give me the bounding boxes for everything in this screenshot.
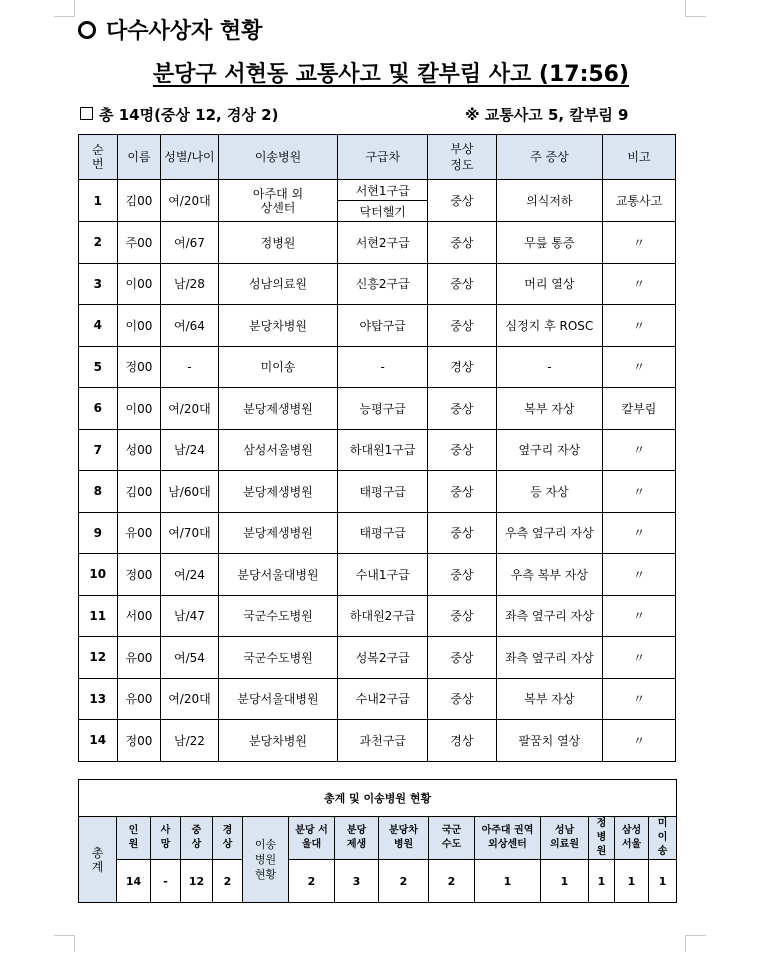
cell-hospital: 분당제생병원: [218, 388, 338, 430]
cell-name: 유00: [117, 678, 161, 720]
cell-symptom: 팔꿈치 열상: [496, 720, 602, 762]
cell-name: 서00: [117, 595, 161, 637]
cell-severity: 중상: [428, 429, 497, 471]
table-row: [79, 263, 676, 305]
cell-no: 3: [79, 263, 118, 305]
cell-symptom: 복부 자상: [496, 678, 602, 720]
cell-symptom: 우측 옆구리 자상: [496, 512, 602, 554]
cell-hospital: 정병원: [218, 222, 338, 264]
table-row: [79, 554, 676, 596]
cell-no: 2: [79, 222, 118, 264]
cell-sex-age: 여/70대: [161, 512, 218, 554]
cell-sex-age: 여/20대: [161, 180, 218, 222]
hospital-header-ajou: 아주대 권역 외상센터: [475, 817, 541, 860]
cell-no: 4: [79, 305, 118, 347]
casualty-table: [78, 134, 676, 762]
cell-severity: 경상: [428, 346, 497, 388]
table-row: [79, 222, 676, 264]
hospital-header-armed-forces: 국군 수도: [429, 817, 475, 860]
totals-side-label: 총계: [79, 817, 117, 903]
hospital-header-samsung: 삼성 서울: [615, 817, 649, 860]
cell-ambulance: 신흥2구급: [338, 263, 428, 305]
cell-sex-age: 여/24: [161, 554, 218, 596]
header-remark: 비고: [603, 135, 676, 180]
cell-hospital: 분당차병원: [218, 305, 338, 347]
cell-severity: 중상: [428, 471, 497, 513]
cell-symptom: 좌측 옆구리 자상: [496, 637, 602, 679]
table-row: [79, 512, 676, 554]
cell-no: 9: [79, 512, 118, 554]
cell-no: 10: [79, 554, 118, 596]
hospital-header-jesaeng: 분당 제생: [335, 817, 379, 860]
cell-hospital: 삼성서울병원: [218, 429, 338, 471]
cell-name: 김00: [117, 471, 161, 513]
cell-severity: 중상: [428, 222, 497, 264]
cell-remark: 〃: [603, 263, 676, 305]
cell-hospital: 아주대 외상센터: [218, 180, 338, 222]
table-row: [79, 180, 676, 201]
cell-name: 정00: [117, 720, 161, 762]
hospital-header-snubh: 분당 서울대: [289, 817, 335, 860]
cell-no: 13: [79, 678, 118, 720]
cell-sex-age: 여/20대: [161, 678, 218, 720]
cell-ambulance: 수내1구급: [338, 554, 428, 596]
count-value-deaths: -: [151, 860, 181, 903]
cell-name: 정00: [117, 554, 161, 596]
cell-no: 14: [79, 720, 118, 762]
cell-severity: 중상: [428, 263, 497, 305]
cell-ambulance: 태평구급: [338, 512, 428, 554]
crop-mark-bottom-left: [54, 935, 75, 952]
header-no: 순번: [79, 135, 118, 180]
hospital-value-not-transported: 1: [649, 860, 677, 903]
cell-no: 1: [79, 180, 118, 222]
checkbox-square-icon: [80, 107, 93, 120]
cell-symptom: 심정지 후 ROSC: [496, 305, 602, 347]
cell-hospital: 분당서울대병원: [218, 678, 338, 720]
cell-symptom: 복부 자상: [496, 388, 602, 430]
cell-remark: 〃: [603, 678, 676, 720]
table-row: [79, 471, 676, 513]
cell-symptom: 무릎 통증: [496, 222, 602, 264]
cell-remark: 〃: [603, 637, 676, 679]
cell-name: 김00: [117, 180, 161, 222]
cell-no: 12: [79, 637, 118, 679]
crop-mark-top-right: [685, 0, 706, 17]
cell-sex-age: 남/28: [161, 263, 218, 305]
cell-remark: 〃: [603, 720, 676, 762]
cell-sex-age: 여/20대: [161, 388, 218, 430]
cell-remark: 〃: [603, 305, 676, 347]
table-row: [79, 388, 676, 430]
hospital-value-cha: 2: [379, 860, 429, 903]
cell-sex-age: 남/22: [161, 720, 218, 762]
cell-ambulance: 하대원2구급: [338, 595, 428, 637]
cell-ambulance: 태평구급: [338, 471, 428, 513]
cell-severity: 중상: [428, 678, 497, 720]
count-header-deaths: 사망: [151, 817, 181, 860]
cell-symptom: 의식저하: [496, 180, 602, 222]
cell-name: 성00: [117, 429, 161, 471]
hospital-value-seongnam: 1: [541, 860, 589, 903]
cell-severity: 중상: [428, 305, 497, 347]
cell-symptom: 좌측 옆구리 자상: [496, 595, 602, 637]
cell-hospital: 분당제생병원: [218, 471, 338, 513]
cell-severity: 중상: [428, 180, 497, 222]
cell-sex-age: 남/60대: [161, 471, 218, 513]
cell-symptom: -: [496, 346, 602, 388]
cell-remark: 〃: [603, 512, 676, 554]
incident-note: ※ 교통사고 5, 칼부림 9: [465, 106, 629, 124]
header-ambulance: 구급차: [338, 135, 428, 180]
cell-sex-age: 여/67: [161, 222, 218, 264]
table-row: [79, 720, 676, 762]
hospital-value-armed-forces: 2: [429, 860, 475, 903]
cell-no: 8: [79, 471, 118, 513]
cell-no: 7: [79, 429, 118, 471]
cell-remark: 〃: [603, 222, 676, 264]
cell-ambulance-secondary: 닥터헬기: [338, 201, 428, 222]
hospital-header-jeong: 정병원: [589, 817, 615, 860]
cell-severity: 중상: [428, 637, 497, 679]
cell-severity: 중상: [428, 554, 497, 596]
cell-remark: 교통사고: [603, 180, 676, 222]
document-title: [0, 57, 782, 88]
cell-severity: 중상: [428, 512, 497, 554]
header-severity: 부상정도: [428, 135, 497, 180]
cell-no: 5: [79, 346, 118, 388]
hospital-status-label: 이송병원현황: [243, 817, 289, 903]
totals-caption: 총계 및 이송병원 현황: [79, 780, 677, 817]
totals-table: [78, 779, 677, 903]
cell-sex-age: 남/24: [161, 429, 218, 471]
cell-ambulance: 서현2구급: [338, 222, 428, 264]
cell-hospital: 미이송: [218, 346, 338, 388]
hospital-value-snubh: 2: [289, 860, 335, 903]
table-row: [79, 637, 676, 679]
cell-name: 이00: [117, 263, 161, 305]
casualty-summary: [80, 104, 278, 125]
cell-remark: 〃: [603, 346, 676, 388]
cell-symptom: 옆구리 자상: [496, 429, 602, 471]
count-value-serious: 12: [181, 860, 213, 903]
cell-no: 11: [79, 595, 118, 637]
cell-hospital: 분당서울대병원: [218, 554, 338, 596]
cell-ambulance: 성복2구급: [338, 637, 428, 679]
hospital-header-seongnam: 성남 의료원: [541, 817, 589, 860]
hospital-value-ajou: 1: [475, 860, 541, 903]
casualty-summary-text: 총 14명(중상 12, 경상 2): [99, 106, 279, 124]
hospital-value-samsung: 1: [615, 860, 649, 903]
count-header-serious: 중상: [181, 817, 213, 860]
count-value-minor: 2: [213, 860, 243, 903]
cell-name: 이00: [117, 388, 161, 430]
cell-sex-age: -: [161, 346, 218, 388]
cell-name: 주00: [117, 222, 161, 264]
count-header-people: 인원: [117, 817, 151, 860]
cell-severity: 중상: [428, 595, 497, 637]
crop-mark-top-left: [54, 0, 75, 17]
section-heading-text: 다수사상자 현황: [106, 19, 263, 44]
header-name: 이름: [117, 135, 161, 180]
cell-remark: 〃: [603, 554, 676, 596]
cell-ambulance: 하대원1구급: [338, 429, 428, 471]
cell-hospital: 분당제생병원: [218, 512, 338, 554]
cell-hospital: 분당차병원: [218, 720, 338, 762]
cell-name: 이00: [117, 305, 161, 347]
cell-ambulance: 야탑구급: [338, 305, 428, 347]
cell-symptom: 머리 열상: [496, 263, 602, 305]
hospital-header-cha: 분당차 병원: [379, 817, 429, 860]
cell-severity: 중상: [428, 388, 497, 430]
cell-remark: 〃: [603, 595, 676, 637]
cell-ambulance: 과천구급: [338, 720, 428, 762]
casualty-table-header: [79, 135, 676, 180]
cell-symptom: 등 자상: [496, 471, 602, 513]
circle-bullet-icon: [78, 21, 96, 39]
cell-hospital: 국군수도병원: [218, 637, 338, 679]
hospital-header-not-transported: 미이송: [649, 817, 677, 860]
count-header-minor: 경상: [213, 817, 243, 860]
cell-remark: 〃: [603, 429, 676, 471]
cell-ambulance: 서현1구급: [338, 180, 428, 201]
cell-sex-age: 여/64: [161, 305, 218, 347]
table-row: [79, 595, 676, 637]
cell-hospital: 국군수도병원: [218, 595, 338, 637]
section-heading: [78, 14, 262, 45]
cell-sex-age: 남/47: [161, 595, 218, 637]
cell-ambulance: 수내2구급: [338, 678, 428, 720]
crop-mark-bottom-right: [685, 935, 706, 952]
count-value-people: 14: [117, 860, 151, 903]
header-sex-age: 성별/나이: [161, 135, 218, 180]
cell-no: 6: [79, 388, 118, 430]
cell-severity: 경상: [428, 720, 497, 762]
header-hospital: 이송병원: [218, 135, 338, 180]
cell-name: 유00: [117, 512, 161, 554]
document-title-text: 분당구 서현동 교통사고 및 칼부림 사고 (17:56): [152, 62, 630, 87]
cell-name: 유00: [117, 637, 161, 679]
hospital-value-jesaeng: 3: [335, 860, 379, 903]
cell-ambulance: -: [338, 346, 428, 388]
table-row: [79, 429, 676, 471]
header-symptom: 주 증상: [496, 135, 602, 180]
hospital-value-jeong: 1: [589, 860, 615, 903]
cell-sex-age: 여/54: [161, 637, 218, 679]
table-row: [79, 305, 676, 347]
cell-symptom: 우측 복부 자상: [496, 554, 602, 596]
cell-remark: 칼부림: [603, 388, 676, 430]
table-row: [79, 678, 676, 720]
cell-ambulance: 능평구급: [338, 388, 428, 430]
cell-hospital: 성남의료원: [218, 263, 338, 305]
cell-name: 정00: [117, 346, 161, 388]
table-row: [79, 346, 676, 388]
cell-remark: 〃: [603, 471, 676, 513]
